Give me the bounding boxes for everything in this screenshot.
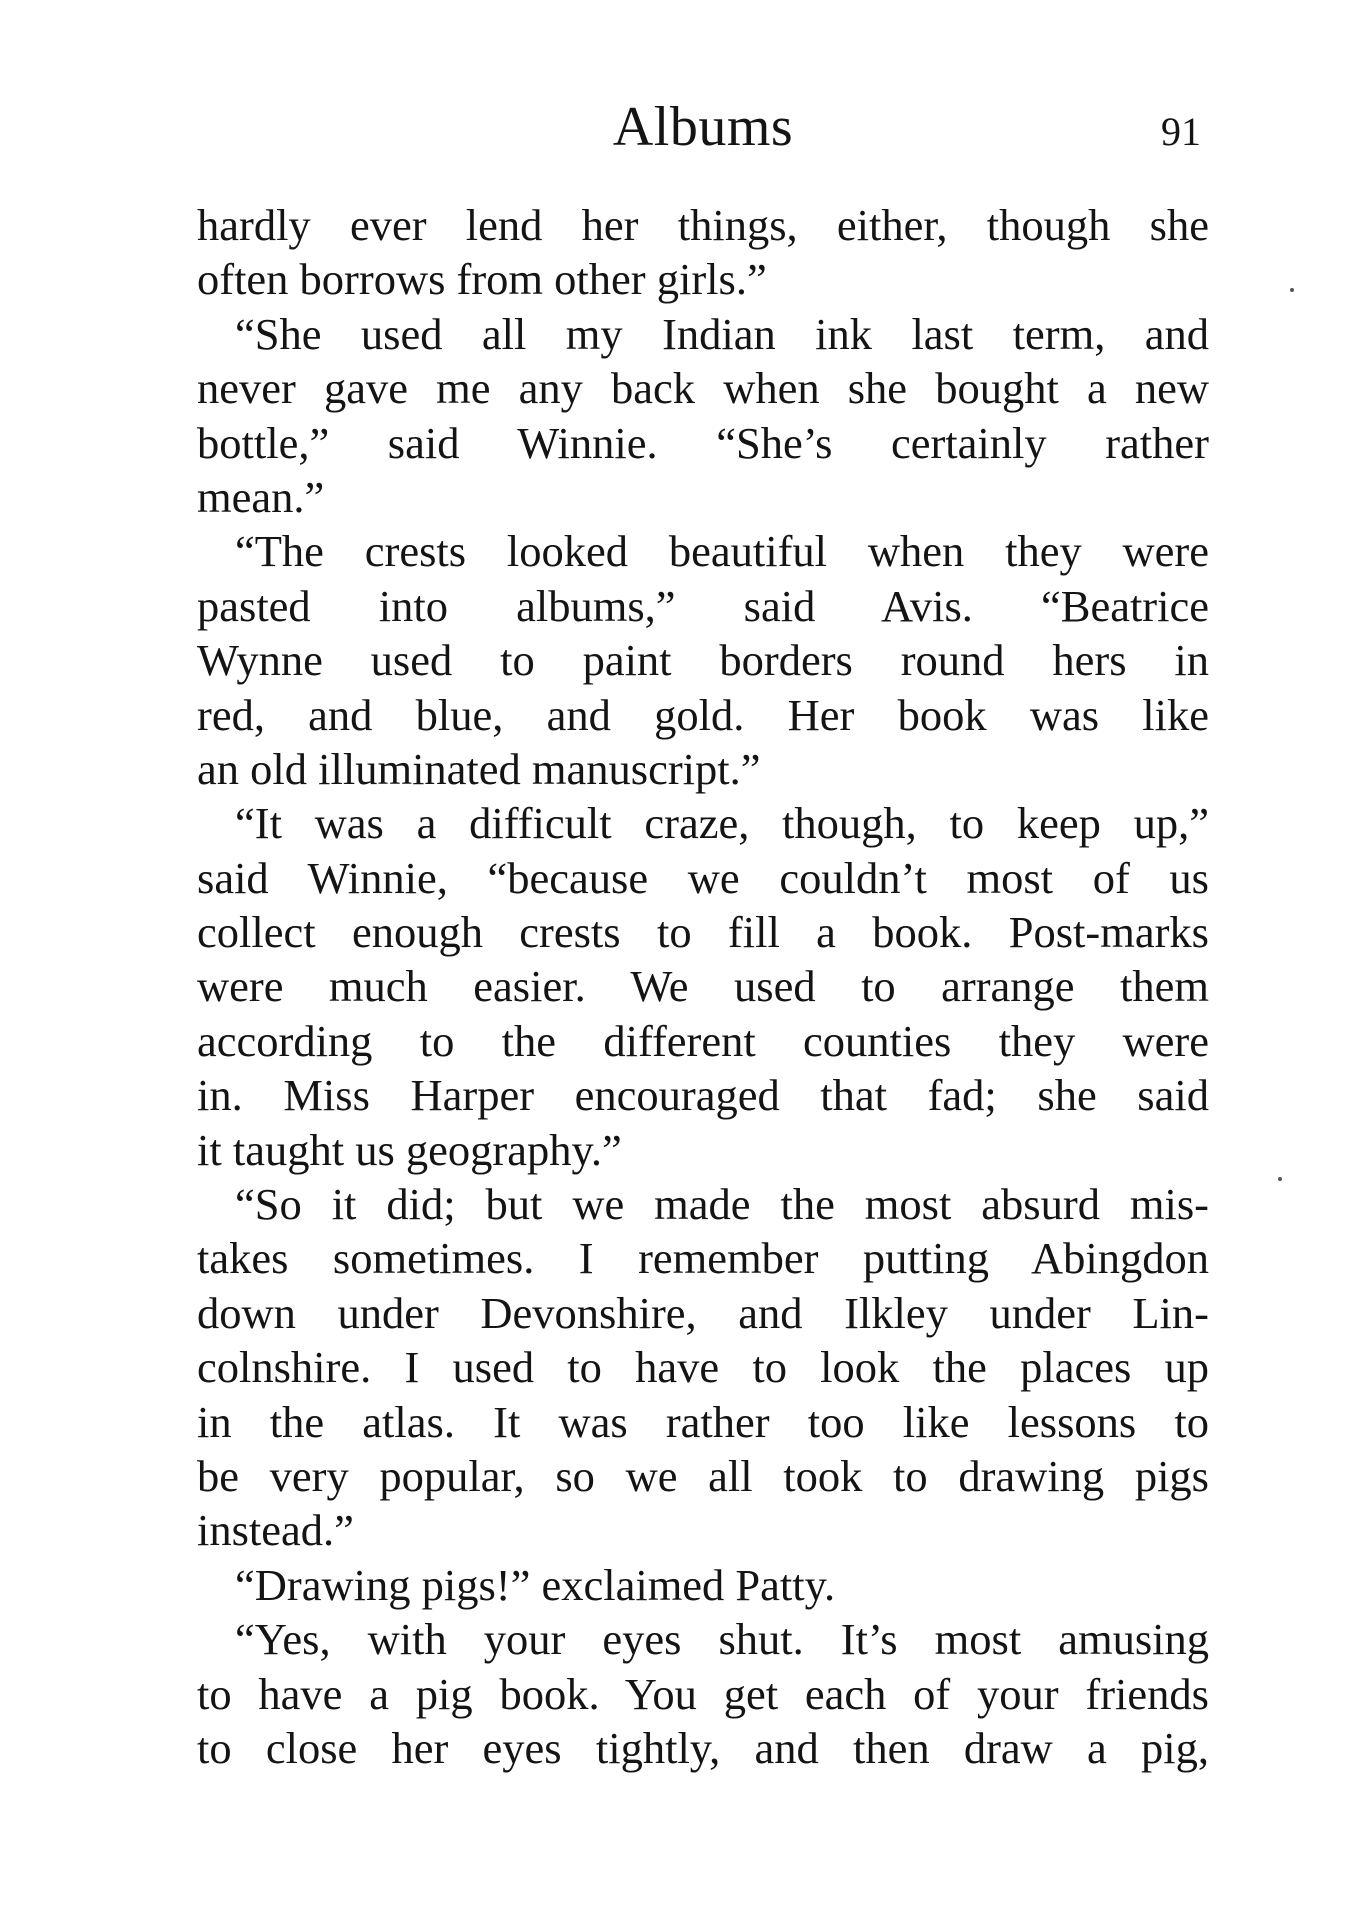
text-line: in the atlas. It was rather too like lessons to (197, 1396, 1209, 1447)
text-line: “She used all my Indian ink last term, and (235, 308, 1209, 359)
text-line: takes sometimes. I remember putting Abingdon (197, 1233, 1209, 1284)
text-line: often borrows from other girls.” (197, 254, 767, 305)
text-line: instead.” (197, 1505, 354, 1556)
text-line: hardly ever lend her things, either, though she (197, 200, 1209, 250)
text-line: mean.” (197, 471, 325, 522)
text-line: in. Miss Harper encouraged that fad; she said (197, 1070, 1209, 1121)
text-line: it taught us geography.” (197, 1124, 622, 1175)
body-text (197, 198, 1209, 1775)
running-title: Albums (612, 96, 794, 158)
text-line: Wynne used to paint borders round hers in (197, 635, 1209, 686)
text-line: collect enough crests to fill a book. Post-marks (197, 907, 1209, 958)
paper-speck (1290, 288, 1294, 292)
text-line: said Winnie, “because we couldn’t most of us (197, 852, 1209, 903)
text-line: bottle,” said Winnie. “She’s certainly rather (197, 417, 1209, 468)
text-line: be very popular, so we all took to drawing pigs (197, 1450, 1209, 1501)
text-line: “Yes, with your eyes shut. It’s most amusing (235, 1614, 1209, 1665)
text-line: were much easier. We used to arrange them (197, 961, 1209, 1012)
text-line: never gave me any back when she bought a new (197, 363, 1209, 414)
text-line: down under Devonshire, and Ilkley under Lin- (197, 1287, 1209, 1338)
text-line: “Drawing pigs!” exclaimed Patty. (235, 1559, 836, 1610)
text-line: colnshire. I used to have to look the places up (197, 1342, 1209, 1393)
text-line: to close her eyes tightly, and then draw a pig, (197, 1722, 1209, 1773)
text-line: red, and blue, and gold. Her book was like (197, 689, 1209, 740)
text-line: an old illuminated manuscript.” (197, 743, 761, 794)
text-line: “So it did; but we made the most absurd mis- (235, 1179, 1209, 1230)
running-head (197, 92, 1209, 162)
text-line: “It was a difficult craze, though, to keep up,” (235, 798, 1209, 849)
page-number: 91 (1161, 109, 1201, 154)
paper-speck (1278, 1177, 1282, 1181)
text-line: according to the different counties they were (197, 1015, 1209, 1066)
text-line: “The crests looked beautiful when they were (235, 526, 1209, 577)
text-line: pasted into albums,” said Avis. “Beatrice (197, 580, 1209, 631)
text-line: to have a pig book. You get each of your friends (197, 1668, 1209, 1719)
